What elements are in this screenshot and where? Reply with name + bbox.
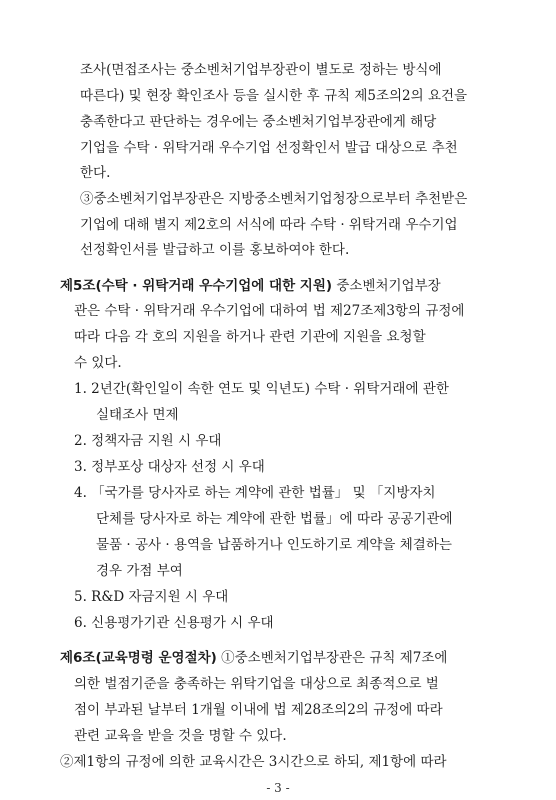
article5-item-5: 5. R&D 자금지원 시 우대 — [74, 589, 229, 605]
article5-item-3: 3. 정부포상 대상자 선정 시 우대 — [74, 459, 265, 475]
article6-heading — [60, 648, 447, 668]
article5-title-rest: 중소벤처기업부장 — [332, 278, 441, 294]
article6-body-line-2: 점이 부과된 날부터 1개월 이내에 법 제28조의2의 규정에 따라 — [74, 702, 443, 718]
article5-title: 제5조(수탁 · 위탁거래 우수기업에 대한 지원) — [60, 278, 333, 294]
article5-item-6: 6. 신용평가기관 신용평가 시 우대 — [74, 615, 274, 631]
article6-title-rest: ①중소벤처기업부장관은 규칙 제7조에 — [216, 650, 448, 666]
intro-line-3: 충족한다고 판단하는 경우에는 중소벤처기업부장관에게 해당 — [80, 114, 437, 130]
article5-item-4-cont-3: 경우 가점 부여 — [96, 563, 183, 579]
article5-body-line-3: 수 있다. — [74, 355, 122, 371]
article6-title: 제6조(교육명령 운영절차) — [60, 650, 217, 666]
article5-item-2: 2. 정책자금 지원 시 우대 — [74, 433, 222, 449]
intro-line-2: 따른다) 및 현장 확인조사 등을 실시한 후 규칙 제5조의2의 요건을 — [80, 88, 468, 104]
article5-item-1: 1. 2년간(확인일이 속한 연도 및 익년도) 수탁 · 위탁거래에 관한 — [74, 381, 449, 397]
para3-line-3: 선정확인서를 발급하고 이를 홍보하여야 한다. — [80, 242, 350, 258]
intro-line-5: 한다. — [80, 165, 111, 181]
article5-item-4: 4. 「국가를 당사자로 하는 계약에 관한 법률」 및 「지방자치 — [74, 485, 436, 501]
article5-body-line-1: 관은 수탁 · 위탁거래 우수기업에 대하여 법 제27조제3항의 규정에 — [74, 303, 465, 319]
intro-line-4: 기업을 수탁 · 위탁거래 우수기업 선정확인서 발급 대상으로 추천 — [80, 140, 458, 156]
para3-line-2: 기업에 대해 별지 제2호의 서식에 따라 수탁 · 위탁거래 우수기업 — [80, 217, 458, 233]
article5-item-4-cont-1: 단체를 당사자로 하는 계약에 관한 법률」에 따라 공공기관에 — [96, 511, 453, 527]
article6-body-line-1: 의한 벌점기준을 충족하는 위탁기업을 대상으로 최종적으로 벌 — [74, 676, 439, 692]
para3-line-1: ③중소벤처기업부장관은 지방중소벤처기업청장으로부터 추천받은 — [80, 191, 468, 207]
article5-item-1-cont: 실태조사 면제 — [96, 407, 179, 423]
article5-item-4-cont-2: 물품 · 공사 · 용역을 납품하거나 인도하기로 계약을 체결하는 — [96, 537, 452, 553]
intro-line-1: 조사(면접조사는 중소벤처기업부장관이 별도로 정하는 방식에 — [80, 62, 442, 78]
article5-body-line-2: 따라 다음 각 호의 지원을 하거나 관련 기관에 지원을 요청할 — [74, 329, 426, 345]
article5-heading — [60, 276, 441, 296]
article6-body-line-3: 관련 교육을 받을 것을 명할 수 있다. — [74, 728, 287, 744]
article6-body-line-4: ②제1항의 규정에 의한 교육시간은 3시간으로 하되, 제1항에 따라 — [60, 754, 447, 770]
page-number: - 3 - — [266, 781, 290, 795]
